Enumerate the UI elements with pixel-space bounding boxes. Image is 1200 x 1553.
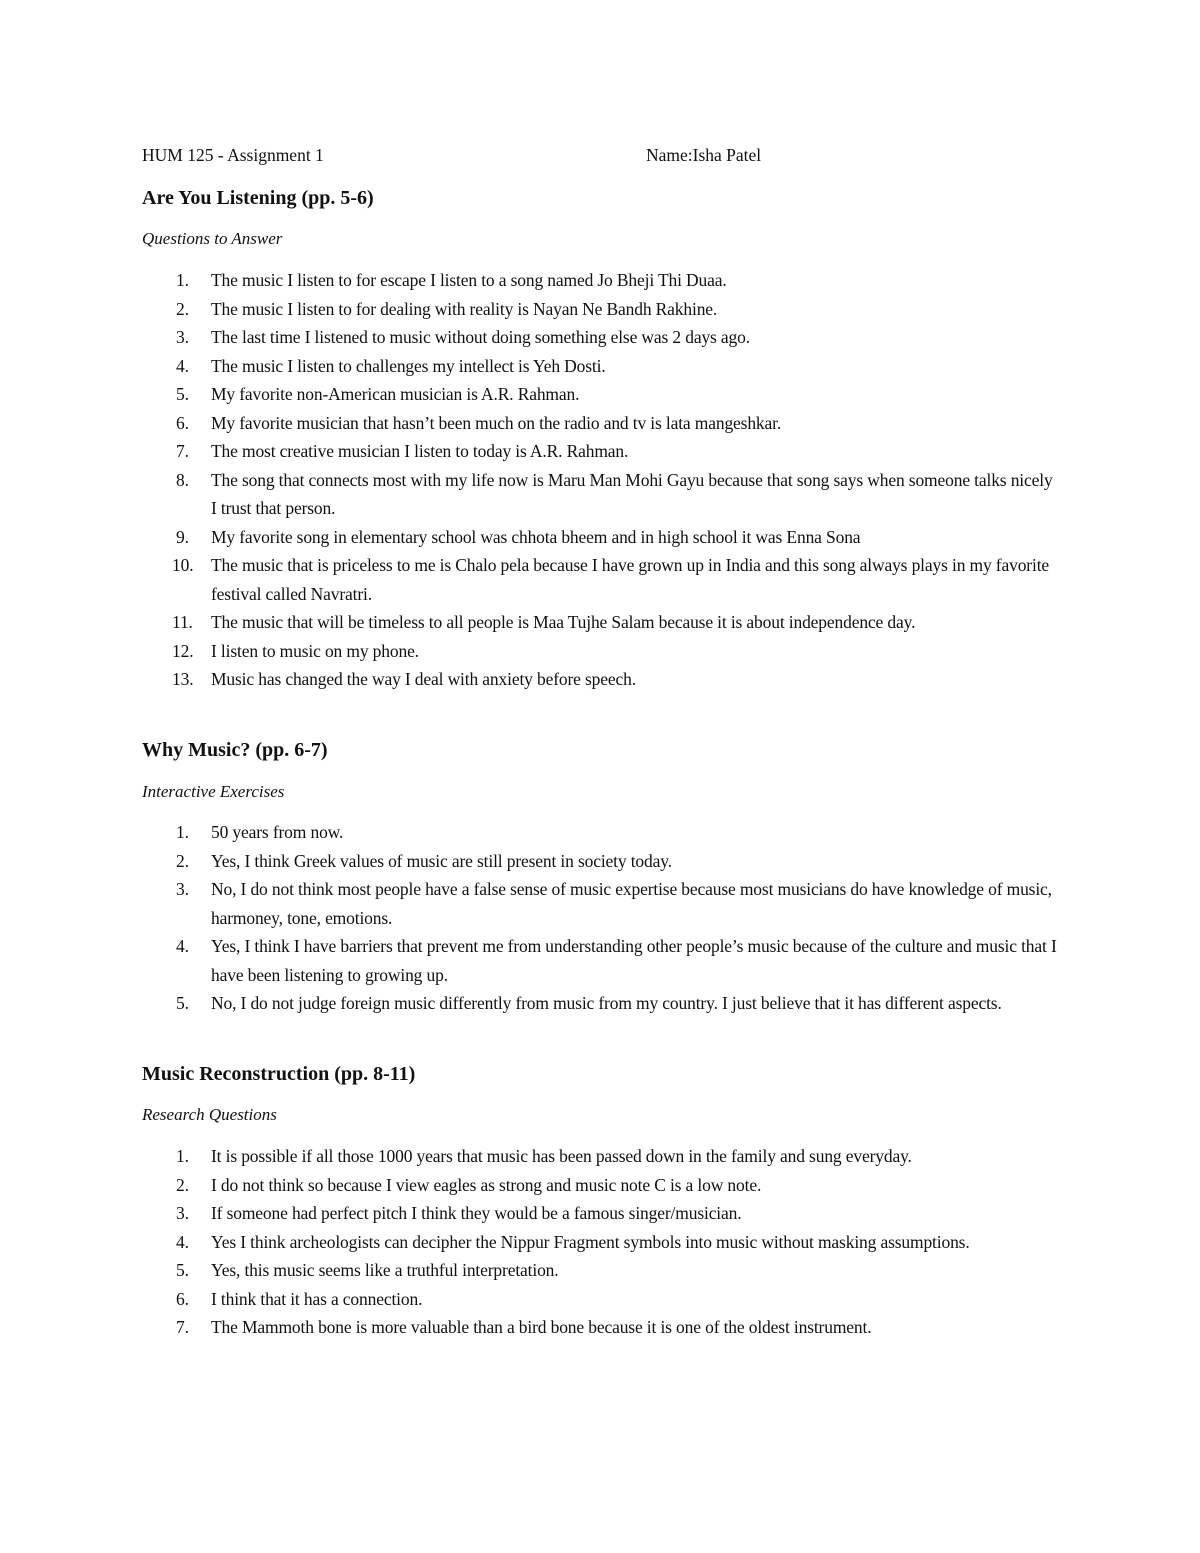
list-item: 3. No, I do not think most people have a false sense of music expertise because most musicians do have knowledge of music, harmoney, tone, emotions. bbox=[176, 879, 1052, 928]
list-item: 6. I think that it has a connection. bbox=[176, 1288, 423, 1309]
list-item: 1. The music I listen to for escape I listen to a song named Jo Bheji Thi Duaa. bbox=[176, 270, 727, 290]
section-title-are-you-listening: Are You Listening (pp. 5-6) bbox=[142, 187, 374, 209]
list-item: 5. My favorite non-American musician is A.R. Rahman. bbox=[176, 384, 580, 404]
section-subtitle-questions-to-answer: Questions to Answer bbox=[142, 229, 283, 248]
list-item: 8. The song that connects most with my life now is Maru Man Mohi Gayu because that song says when someone talks nicely I trust that person. bbox=[176, 469, 1053, 518]
list-item: 12. I listen to music on my phone. bbox=[172, 640, 419, 661]
list-item: 3. If someone had perfect pitch I think they would be a famous singer/musician. bbox=[176, 1203, 742, 1223]
answer-list-are-you-listening bbox=[142, 266, 1062, 694]
list-item: 1. 50 years from now. bbox=[176, 822, 344, 842]
answer-list-music-reconstruction bbox=[142, 1142, 1062, 1342]
list-item: 5. Yes, this music seems like a truthful interpretation. bbox=[176, 1260, 559, 1280]
list-item: 2. The music I listen to for dealing with reality is Nayan Ne Bandh Rakhine. bbox=[176, 298, 718, 319]
section-subtitle-research-questions: Research Questions bbox=[142, 1105, 277, 1124]
student-name: Name:Isha Patel bbox=[646, 145, 762, 165]
list-item: 7. The most creative musician I listen to today is A.R. Rahman. bbox=[176, 441, 629, 461]
list-item: 13. Music has changed the way I deal with anxiety before speech. bbox=[172, 669, 636, 689]
list-item: 7. The Mammoth bone is more valuable than a bird bone because it is one of the oldest instrument. bbox=[176, 1317, 872, 1337]
course-title: HUM 125 - Assignment 1 bbox=[142, 145, 324, 165]
list-item: 2. Yes, I think Greek values of music are still present in society today. bbox=[176, 850, 672, 871]
list-item: 4. The music I listen to challenges my intellect is Yeh Dosti. bbox=[176, 355, 606, 376]
list-item: 4. Yes, I think I have barriers that prevent me from understanding other people’s music because of the culture and music that I have been listening to growing up. bbox=[176, 936, 1057, 985]
list-item: 11. The music that will be timeless to all people is Maa Tujhe Salam because it is about independence day. bbox=[172, 612, 916, 632]
document-header bbox=[142, 143, 1062, 167]
section-title-why-music: Why Music? (pp. 6-7) bbox=[142, 739, 328, 761]
section-subtitle-interactive-exercises: Interactive Exercises bbox=[142, 782, 285, 801]
list-item: 6. My favorite musician that hasn’t been much on the radio and tv is lata mangeshkar. bbox=[176, 412, 782, 433]
list-item: 1. It is possible if all those 1000 years that music has been passed down in the family and sung everyday. bbox=[176, 1146, 912, 1166]
list-item: 10. The music that is priceless to me is Chalo pela because I have grown up in India and this song always plays in my favorite festival called Navratri. bbox=[172, 555, 1050, 604]
list-item: 2. I do not think so because I view eagles as strong and music note C is a low note. bbox=[176, 1174, 762, 1195]
section-title-music-reconstruction: Music Reconstruction (pp. 8-11) bbox=[142, 1063, 416, 1085]
list-item: 3. The last time I listened to music without doing something else was 2 days ago. bbox=[176, 327, 750, 347]
answer-list-why-music bbox=[142, 818, 1062, 1018]
list-item: 9. My favorite song in elementary school was chhota bheem and in high school it was Enna Sona bbox=[176, 526, 861, 547]
list-item: 4. Yes I think archeologists can decipher the Nippur Fragment symbols into music without masking assumptions. bbox=[176, 1231, 970, 1252]
list-item: 5. No, I do not judge foreign music differently from music from my country. I just believe that it has different aspects. bbox=[176, 993, 1002, 1013]
